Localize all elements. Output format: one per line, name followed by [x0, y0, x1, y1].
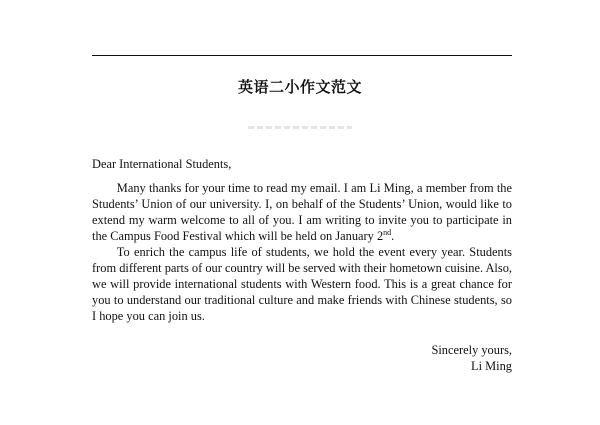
paragraph-1: [92, 180, 512, 244]
date-ordinal-suffix: nd: [383, 227, 392, 237]
faint-watermark-line: [248, 126, 352, 129]
top-divider: [92, 55, 512, 56]
signature-name: Li Ming: [471, 359, 512, 373]
closing-phrase: Sincerely yours,: [431, 343, 512, 357]
paragraph-2: To enrich the campus life of students, we hold the event every year. Students from different parts of our country will be served with their hometown cuisine. Also, we will provide international students with Western food. This is a great chance for you to understand our traditional culture and make friends with Chinese students, so I hope you can join us.: [92, 245, 512, 323]
letter-closing: [431, 342, 512, 374]
letter-body: [92, 156, 512, 324]
paragraph-1-end: .: [391, 229, 395, 243]
document-title: 英语二小作文范文: [237, 78, 362, 96]
salutation: Dear International Students,: [92, 157, 232, 171]
paragraph-1-text: Many thanks for your time to read my email. I am Li Ming, a member from the Students’ Union of our university. I, on behalf of the Students’ Union, would like to extend my warm welcome to all of you. I am writing to invite you to participate in the Campus Food Festival which will be held on January 2: [92, 181, 512, 243]
